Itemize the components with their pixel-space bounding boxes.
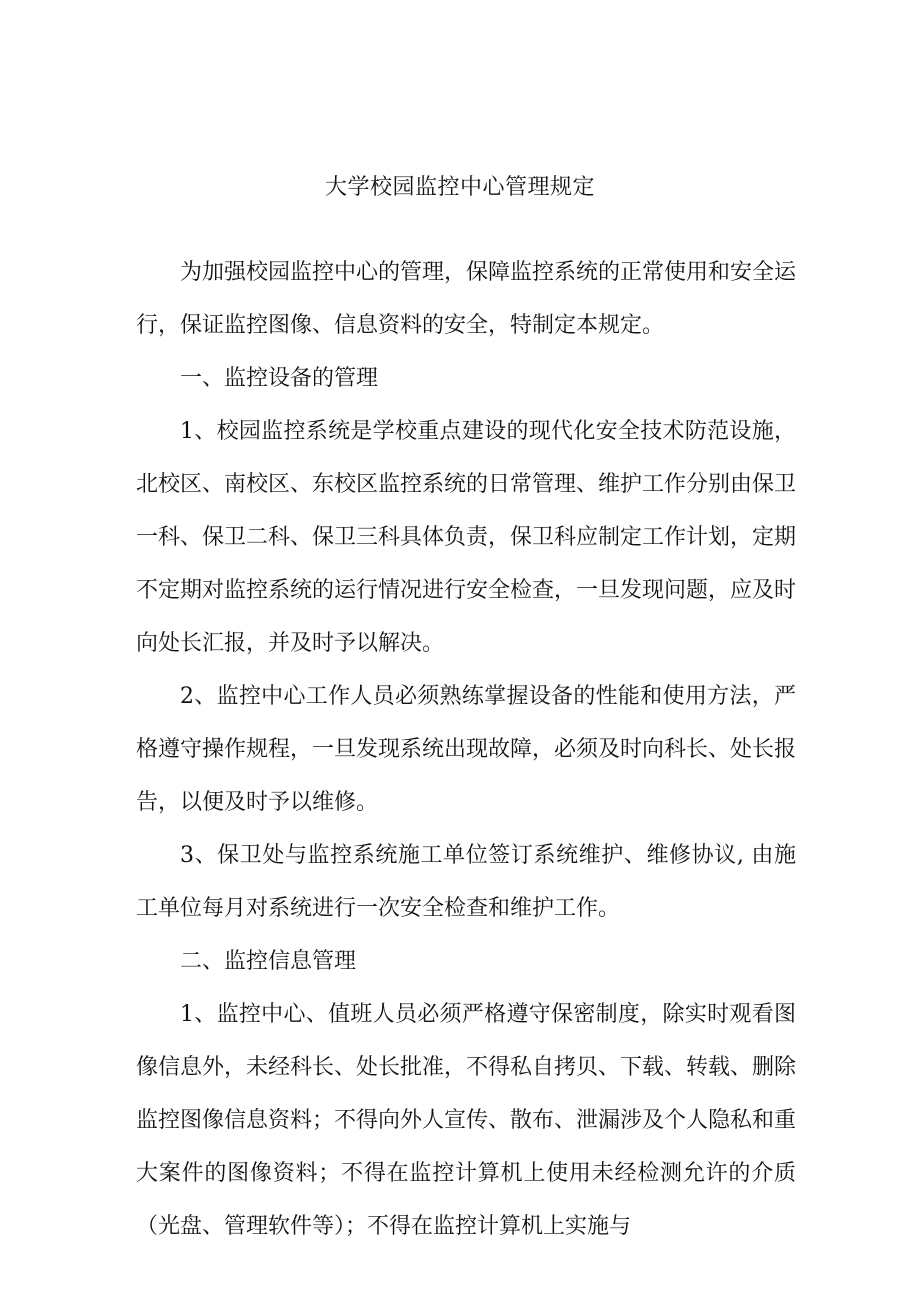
section-heading-equipment: 一、监控设备的管理 [180, 366, 379, 391]
paragraph-equipment-3: 3、保卫处与监控系统施工单位签订系统维护、维修协议, 由施工单位每月对系统进行一次安全检查和维护工作。 [136, 843, 796, 921]
paragraph-equipment-1: 1、校园监控系统是学校重点建设的现代化安全技术防范设施，北校区、南校区、东校区监控系统的日常管理、维护工作分别由保卫一科、保卫二科、保卫三科具体负责，保卫科应制定工作计划，定期不定期对监控系统的运行情况进行安全检查，一旦发现问题，应及时向处长汇报，并及时予以解决。 [136, 419, 797, 656]
document-body [136, 246, 796, 1253]
section-heading-information: 二、监控信息管理 [180, 949, 357, 974]
document-title: 大学校园监控中心管理规定 [324, 175, 595, 200]
paragraph-equipment-2: 2、监控中心工作人员必须熟练掌握设备的性能和使用方法，严格遵守操作规程，一旦发现系统出现故障，必须及时向科长、处长报告，以便及时予以维修。 [136, 684, 797, 815]
paragraph-information-1: 1、监控中心、值班人员必须严格遵守保密制度，除实时观看图像信息外，未经科长、处长批准，不得私自拷贝、下载、转载、删除监控图像信息资料；不得向外人宣传、散布、泄漏涉及个人隐私和重大案件的图像资料；不得在监控计算机上使用未经检测允许的介质（光盘、管理软件等）；不得在监控计算机上实施与 [136, 1002, 797, 1239]
paragraph-intro: 为加强校园监控中心的管理，保障监控系统的正常使用和安全运行，保证监控图像、信息资料的安全，特制定本规定。 [136, 260, 797, 338]
